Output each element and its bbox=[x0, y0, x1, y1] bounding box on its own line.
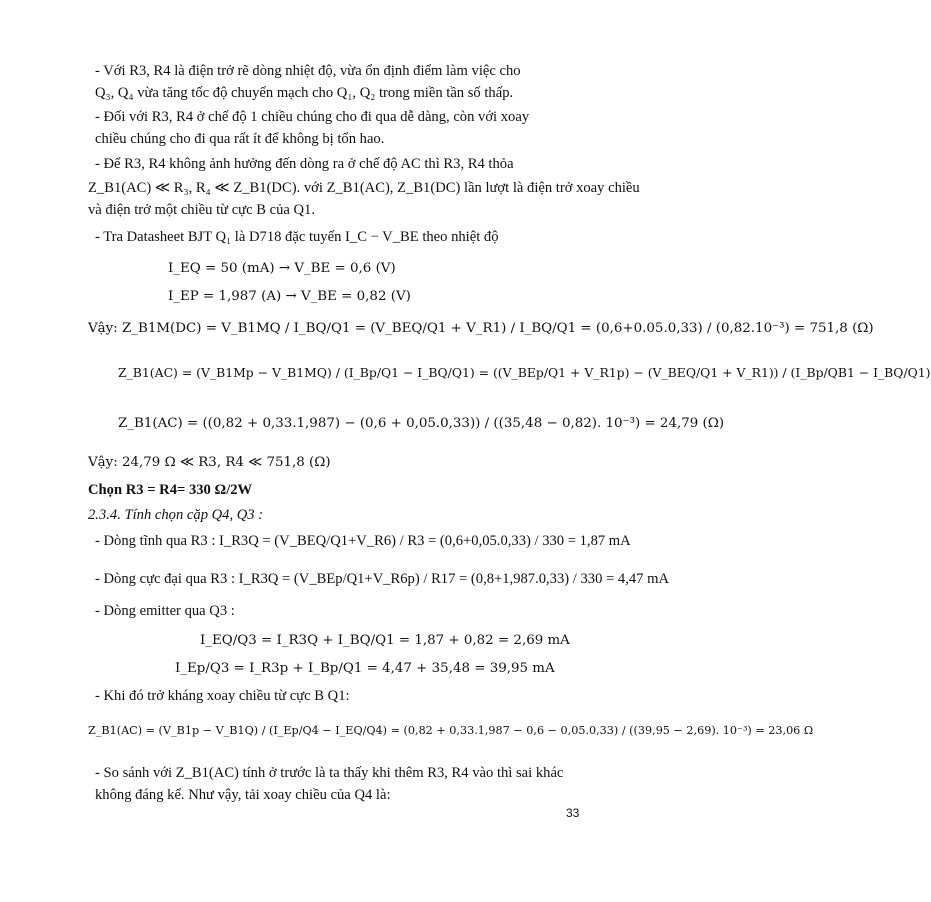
paragraph-line: - Với R3, R4 là điện trở rẽ dòng nhiệt độ, vừa ổn định điểm làm việc cho bbox=[95, 63, 521, 79]
equation-zb1-ac-general: Z_B1(AC) = (V_B1Mp − V_B1MQ) / (I_Bp/Q1 − I_BQ/Q1) = ((V_BEp/Q1 + V_R1p) − (V_BEQ/Q1 + V_R1)) / (I_Bp/QB1 − I_BQ/Q1) bbox=[118, 365, 931, 380]
equation-ir3-peak: - Dòng cực đại qua R3 : I_R3Q = (V_BEp/Q1+V_R6p) / R17 = (0,8+1,987.0,33) / 330 = 4,47 mA bbox=[95, 571, 669, 587]
equation-ieq: I_EQ = 50 (mA) → V_BE = 0,6 (V) bbox=[168, 261, 396, 276]
equation-zb1m-dc: Vậy: Z_B1M(DC) = V_B1MQ / I_BQ/Q1 = (V_BEQ/Q1 + V_R1) / I_BQ/Q1 = (0,6+0.05.0,33) / (0,82.10⁻³) = 751,8 (Ω) bbox=[88, 321, 874, 336]
equation-ieq-q3: I_EQ/Q3 = I_R3Q + I_BQ/Q1 = 1,87 + 0,82 = 2,69 mA bbox=[200, 633, 570, 648]
paragraph-line: - Đối với R3, R4 ở chế độ 1 chiều chúng cho đi qua dễ dàng, còn với xoay bbox=[95, 109, 530, 125]
paragraph-line: - So sánh với Z_B1(AC) tính ở trước là ta thấy khi thêm R3, R4 vào thì sai khác bbox=[95, 765, 564, 781]
paragraph-line: chiều chúng cho đi qua rất ít để không bị tổn hao. bbox=[95, 131, 385, 147]
choice-line: Chọn R3 = R4= 330 Ω/2W bbox=[88, 482, 253, 498]
section-heading: 2.3.4. Tính chọn cặp Q4, Q3 : bbox=[88, 507, 264, 523]
equation-iep: I_EP = 1,987 (A) → V_BE = 0,82 (V) bbox=[168, 289, 411, 304]
paragraph-line: - Tra Datasheet BJT Q₁ là D718 đặc tuyến I_C − V_BE theo nhiệt độ bbox=[95, 229, 499, 245]
equation-zb1-ac-numeric: Z_B1(AC) = ((0,82 + 0,33.1,987) − (0,6 + 0,05.0,33)) / ((35,48 − 0,82). 10⁻³) = 24,79 (Ω) bbox=[118, 416, 725, 431]
equation-zb1-ac-final: Z_B1(AC) = (V_B1p − V_B1Q) / (I_Ep/Q4 − I_EQ/Q4) = (0,82 + 0,33.1,987 − 0,6 − 0,05.0,33) / ((39,95 − 2,69). 10⁻³) = 23,06 Ω bbox=[88, 724, 814, 737]
paragraph-line: - Dòng emitter qua Q3 : bbox=[95, 603, 235, 619]
equation-iep-q3: I_Ep/Q3 = I_R3p + I_Bp/Q1 = 4,47 + 35,48 = 39,95 mA bbox=[175, 661, 555, 676]
page-number: 33 bbox=[566, 806, 580, 820]
paragraph-line: Q₃, Q₄ vừa tăng tốc độ chuyển mạch cho Q₁, Q₂ trong miền tần số thấp. bbox=[95, 85, 514, 101]
paragraph-line: và điện trở một chiều từ cực B của Q1. bbox=[88, 202, 315, 218]
paragraph-line: - Để R3, R4 không ảnh hưởng đến dòng ra ở chế độ AC thì R3, R4 thỏa bbox=[95, 156, 514, 172]
paragraph-line: - Khi đó trở kháng xoay chiều từ cực B Q1: bbox=[95, 688, 350, 704]
equation-ir3q: - Dòng tĩnh qua R3 : I_R3Q = (V_BEQ/Q1+V_R6) / R3 = (0,6+0,05.0,33) / 330 = 1,87 mA bbox=[95, 533, 631, 549]
inequality-line: Z_B1(AC) ≪ R₃, R₄ ≪ Z_B1(DC). với Z_B1(AC), Z_B1(DC) lần lượt là điện trở xoay chiều bbox=[88, 180, 640, 196]
paragraph-line: không đáng kể. Như vậy, tải xoay chiều của Q4 là: bbox=[95, 787, 391, 803]
conclusion-line: Vậy: 24,79 Ω ≪ R3, R4 ≪ 751,8 (Ω) bbox=[88, 455, 331, 470]
